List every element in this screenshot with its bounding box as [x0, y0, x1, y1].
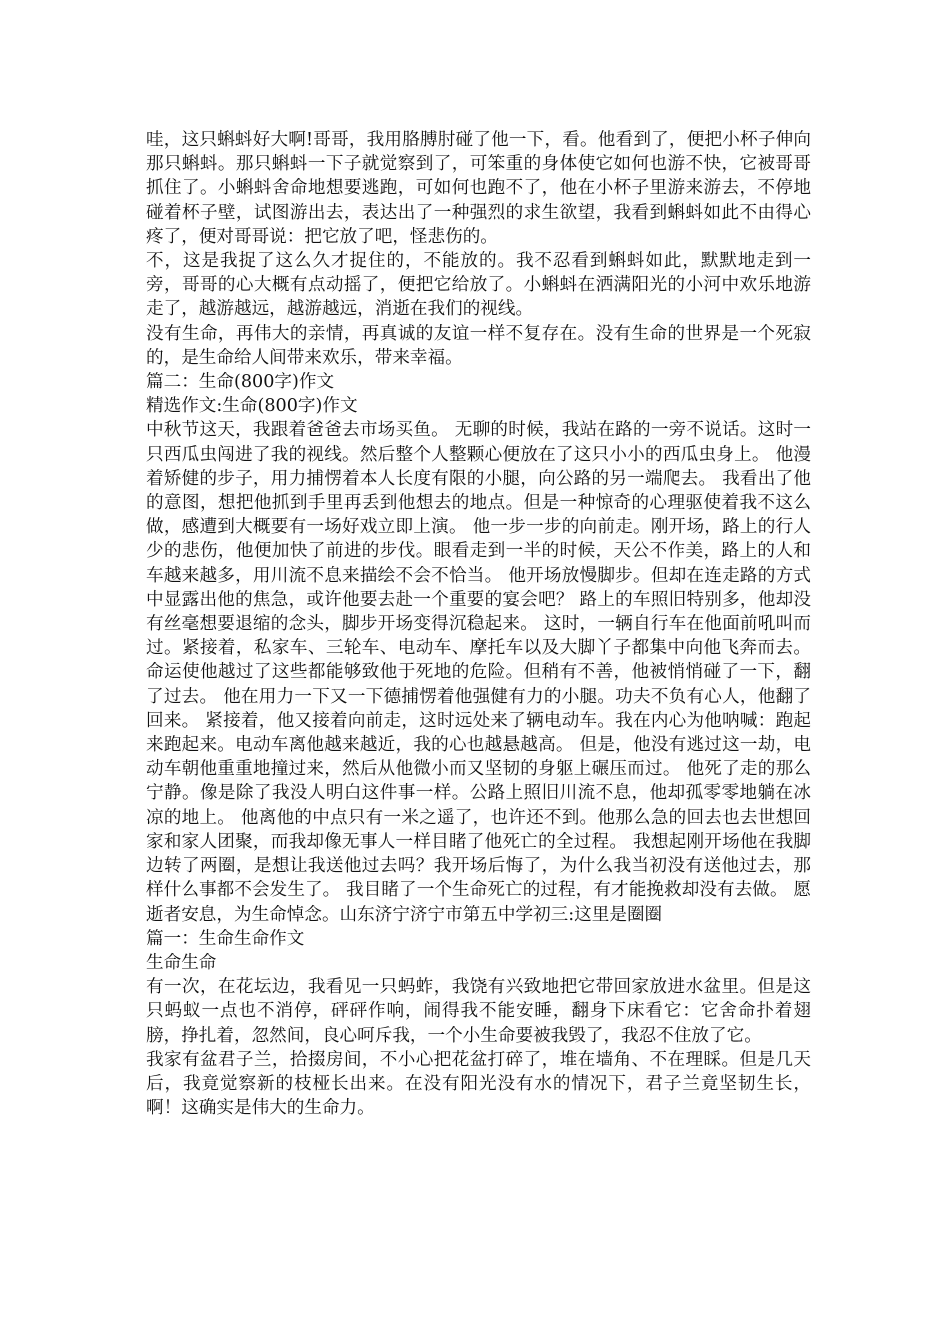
section-title-part-one: 篇一：生命生命作文	[146, 928, 305, 949]
paragraph-tadpole-1: 哇，这只蝌蚪好大啊!哥哥，我用胳膊肘碰了他一下，看。他看到了，便把小杯子伸向那只蝌蚪。那只蝌蚪一下子就觉察到了，可笨重的身体使它如何也游不快，它被哥哥抓住了。小蝌蚪舍命地想要逃跑，可如何也跑不了，他在小杯子里游来游去，不停地碰着杯子壁，试图游出去，表达出了一种强烈的求生欲望，我看到蝌蚪如此不由得心疼了，便对哥哥说：把它放了吧，怪悲伤的。	[146, 130, 811, 247]
paragraph-pillbug-story: 中秋节这天，我跟着爸爸去市场买鱼。 无聊的时候，我站在路的一旁不说话。这时一只西瓜虫闯进了我的视线。然后整个人整颗心便放在了这只小小的西瓜虫身上。 他漫着矫健的步子，用力捕愣着本人长度有限的小腿，向公路的另一端爬去。 我看出了他的意图，想把他抓到手里再丢到他想去的地点。但是一种惊奇的心理驱使着我不这么做，感遭到大概要有一场好戏立即上演。 他一步一步的向前走。刚开场，路上的行人少的悲伤，他便加快了前进的步伐。眼看走到一半的时候，天公不作美，路上的人和车越来越多，用川流不息来描绘不会不恰当。 他开场放慢脚步。但却在连走路的方式中显露出他的焦急，或许他要去赴一个重要的宴会吧？ 路上的车照旧特别多，他却没有丝毫想要退缩的念头，脚步开场变得沉稳起来。 这时，一辆自行车在他面前吼叫而过。紧接着，私家车、三轮车、电动车、摩托车以及大脚丫子都集中向他飞奔而去。 命运使他越过了这些都能够致他于死地的危险。但稍有不善，他被悄悄碰了一下，翻了过去。 他在用力一下又一下德捕愣着他强健有力的小腿。功夫不负有心人，他翻了回来。 紧接着，他又接着向前走，这时远处来了辆电动车。我在内心为他呐喊：跑起来跑起来。电动车离他越来越近，我的心也越悬越高。 但是，他没有逃过这一劫，电动车朝他重重地撞过来，然后从他微小而又坚韧的身躯上碾压而过。 他死了走的那么宁静。像是除了我没人明白这件事一样。公路上照旧川流不息，他却孤零零地躺在冰凉的地上。 他离他的中点只有一米之遥了，也许还不到。他那么急的回去也去世想回家和家人团聚，而我却像无事人一样目睹了他死亡的全过程。 我想起刚开场他在我脚边转了两圈，是想让我送他过去吗？我开场后悔了，为什么我当初没有送他过去，那样什么事都不会发生了。 我目睹了一个生命死亡的过程，有才能挽救却没有去做。 愿逝者安息，为生命悼念。山东济宁济宁市第五中学初三:这里是圈圈	[146, 420, 811, 925]
section-subtitle-life: 生命生命	[146, 952, 217, 973]
section-title-part-two: 篇二：生命(800字)作文	[146, 372, 335, 393]
paragraph-life-meaning: 没有生命，再伟大的亲情，再真诚的友谊一样不复存在。没有生命的世界是一个死寂的，是生命给人间带来欢乐，带来幸福。	[146, 323, 811, 368]
section-subtitle-selected: 精选作文:生命(800字)作文	[146, 396, 358, 417]
document-page	[146, 128, 811, 1120]
paragraph-grasshopper: 有一次，在花坛边，我看见一只蚂蚱，我饶有兴致地把它带回家放进水盆里。但是这只蚂蚁一点也不消停，砰砰作响，闹得我不能安睡，翻身下床看它：它舍命扑着翅膀，挣扎着，忽然间，良心呵斥我，一个小生命要被我毁了，我忍不住放了它。	[146, 977, 811, 1046]
paragraph-clivia: 我家有盆君子兰，拾掇房间，不小心把花盆打碎了，堆在墙角、不在理睬。但是几天后，我竟觉察新的枝桠长出来。在没有阳光没有水的情况下，君子兰竟坚韧生长，啊！这确实是伟大的生命力。	[146, 1049, 811, 1119]
paragraph-tadpole-2: 不，这是我捉了这么久才捉住的，不能放的。我不忍看到蝌蚪如此，默默地走到一旁，哥哥的心大概有点动摇了，便把它给放了。小蝌蚪在洒满阳光的小河中欢乐地游走了，越游越远，越游越远，消逝在我们的视线。	[146, 251, 811, 320]
